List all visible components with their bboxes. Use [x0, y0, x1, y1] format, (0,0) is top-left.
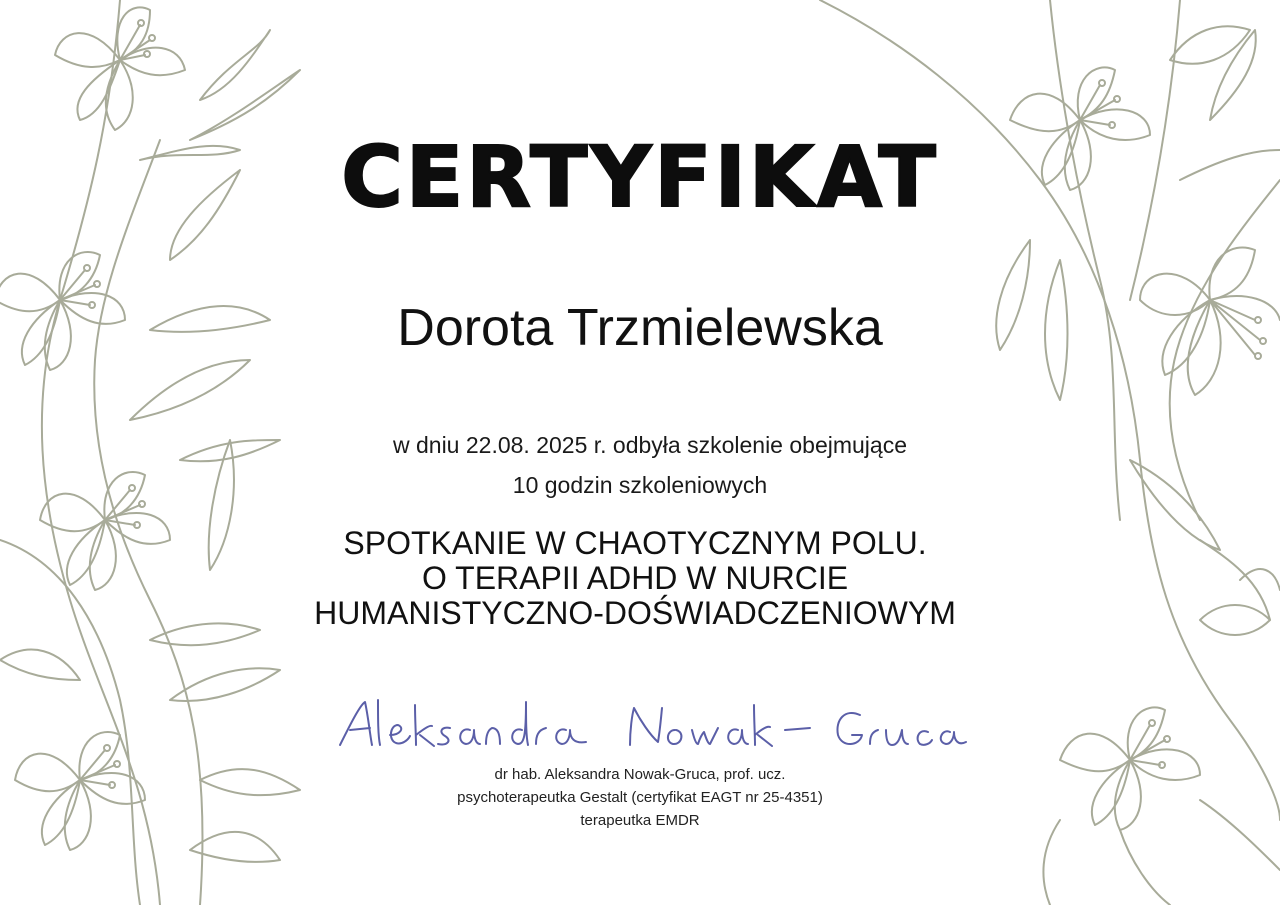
recipient-name: Dorota Trzmielewska: [397, 299, 883, 357]
handwritten-signature: [330, 690, 980, 770]
signer-credential: psychoterapeutka Gestalt (certyfikat EAGT nr 25-4351): [457, 789, 823, 806]
course-title-line: HUMANISTYCZNO-DOŚWIADCZENIOWYM: [314, 595, 956, 631]
course-title-line: SPOTKANIE W CHAOTYCZNYM POLU.: [343, 525, 927, 561]
signer-specialty: terapeutka EMDR: [580, 812, 700, 829]
course-title-line: O TERAPII ADHD W NURCIE: [421, 560, 849, 596]
certificate-title: CERTYFIKAT: [341, 128, 939, 226]
training-date-description: w dniu 22.08. 2025 r. odbyła szkolenie obejmujące: [392, 432, 907, 458]
training-hours-description: 10 godzin szkoleniowych: [512, 472, 768, 498]
signer-name: dr hab. Aleksandra Nowak-Gruca, prof. ucz.: [494, 766, 786, 783]
course-title: [0, 526, 1270, 631]
